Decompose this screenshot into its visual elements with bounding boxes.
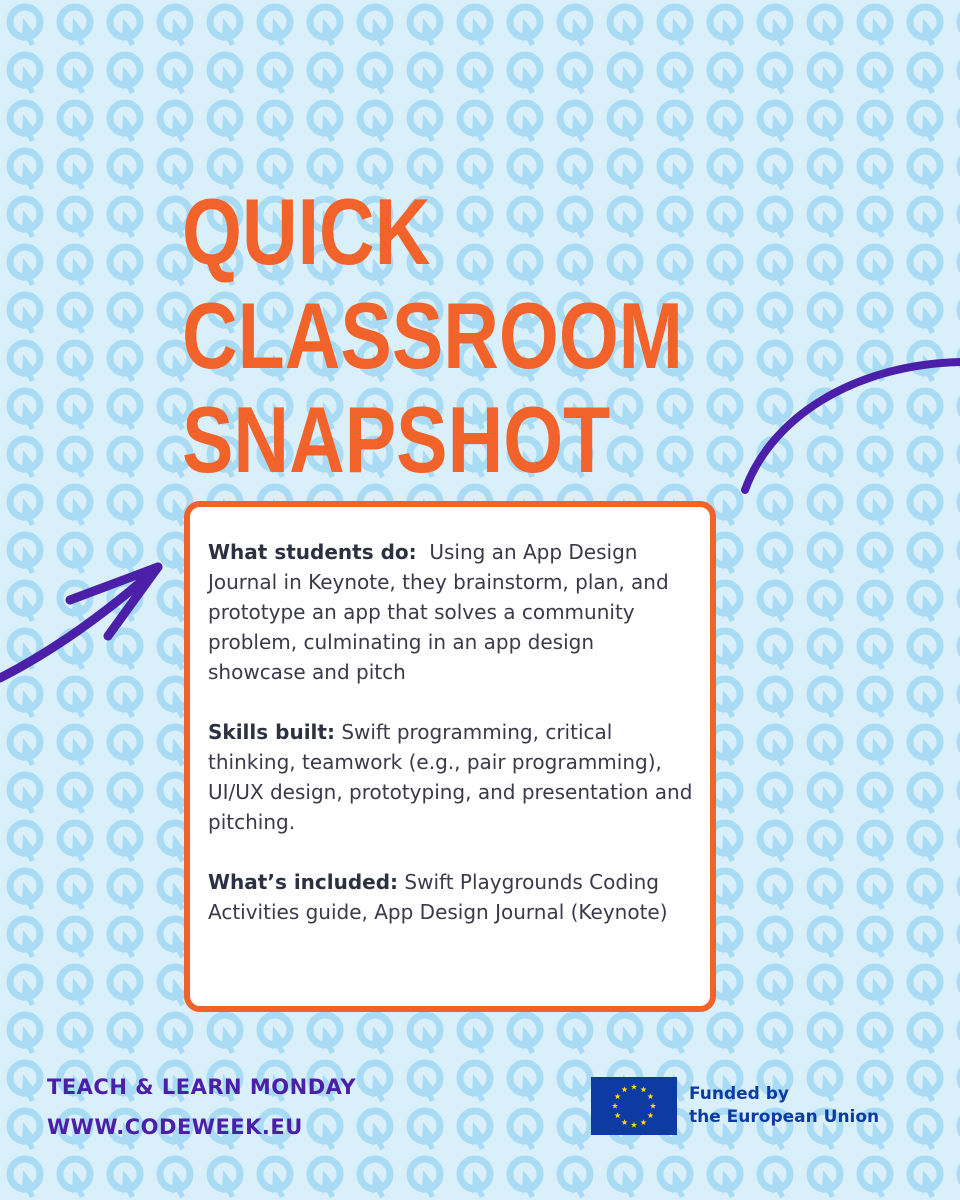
- card-section-what-students-do: [208, 537, 694, 687]
- section-text: Using an App Design Journal in Keynote, they brainstorm, plan, and prototype an app that solves a community problem, culminating in an app design showcase and pitch: [208, 540, 676, 684]
- title-line-2: CLASSROOM: [182, 283, 684, 388]
- card-section-whats-included: [208, 867, 694, 927]
- title-line-1: QUICK: [182, 179, 431, 284]
- eu-funding-text: [689, 1083, 879, 1129]
- page-title: [182, 179, 684, 492]
- section-heading: What’s included:: [208, 870, 399, 894]
- info-card: [184, 501, 716, 1012]
- section-heading: What students do:: [208, 540, 417, 564]
- eu-line-1: Funded by: [689, 1084, 790, 1104]
- footer-campaign: [47, 1067, 356, 1147]
- website-link[interactable]: WWW.CODEWEEK.EU: [47, 1115, 303, 1139]
- eu-funding-badge: [591, 1077, 879, 1135]
- campaign-label: TEACH & LEARN MONDAY: [47, 1075, 357, 1099]
- eu-line-2: the European Union: [689, 1107, 880, 1127]
- eu-flag-icon: [591, 1077, 677, 1135]
- title-line-3: SNAPSHOT: [182, 387, 611, 492]
- section-text: Swift programming, critical thinking, teamwork (e.g., pair programming), UI/UX design, prototyping, and presentation and pitching.: [208, 720, 693, 834]
- card-section-skills-built: [208, 717, 694, 837]
- section-text: Swift Playgrounds Coding Activities guide, App Design Journal (Keynote): [208, 870, 668, 924]
- section-heading: Skills built:: [208, 720, 335, 744]
